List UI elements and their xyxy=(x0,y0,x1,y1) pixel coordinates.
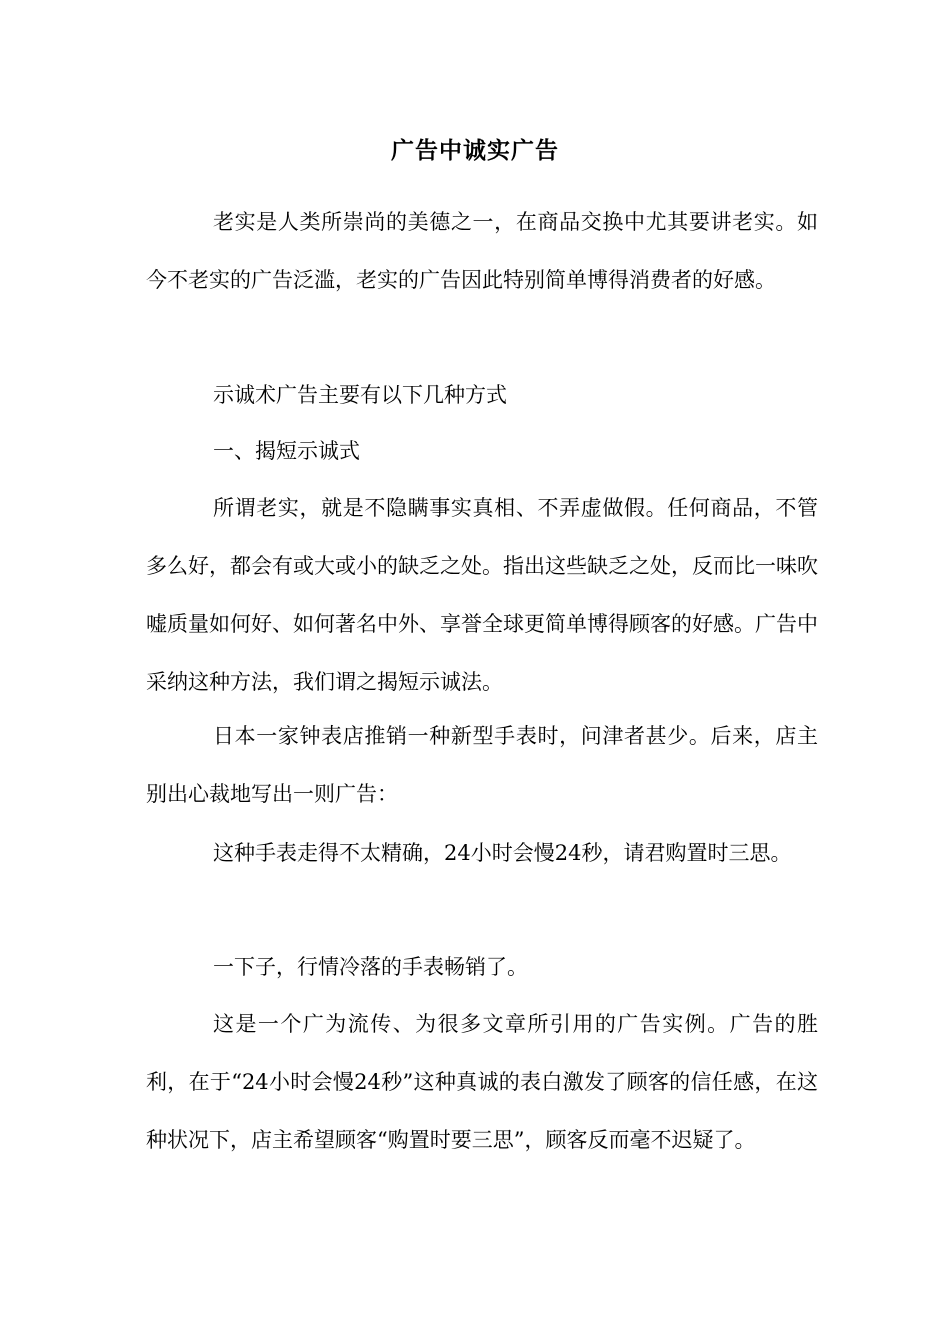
paragraph-3: 一、揭短示诚式 xyxy=(213,439,360,463)
paragraph-6: 这种手表走得不太精确，24小时会慢24秒，请君购置时三思。 xyxy=(213,841,792,865)
paragraph-2: 示诚术广告主要有以下几种方式 xyxy=(213,383,507,407)
paragraph-1: 老实是人类所崇尚的美德之一，在商品交换中尤其要讲老实。如今不老实的广告泛滥，老实的广告因此特别简单博得消费者的好感。 xyxy=(146,210,818,292)
paragraph-4: 所谓老实，就是不隐瞒事实真相、不弄虚做假。任何商品，不管多么好，都会有或大或小的缺乏之处。指出这些缺乏之处，反而比一味吹嘘质量如何好、如何著名中外、享誉全球更简单博得顾客的好感。广告中采纳这种方法，我们谓之揭短示诚法。 xyxy=(146,496,818,694)
paragraph-7: 一下子，行情冷落的手表畅销了。 xyxy=(213,955,528,979)
paragraph-5: 日本一家钟表店推销一种新型手表时，问津者甚少。后来，店主别出心裁地写出一则广告： xyxy=(146,724,818,806)
paragraph-8: 这是一个广为流传、为很多文章所引用的广告实例。广告的胜利，在于“24小时会慢24秒”这种真诚的表白激发了顾客的信任感，在这种状况下，店主希望顾客“购置时要三思”，顾客反而毫不迟疑了。 xyxy=(146,1012,818,1152)
document-title: 广告中诚实广告 xyxy=(391,137,559,164)
